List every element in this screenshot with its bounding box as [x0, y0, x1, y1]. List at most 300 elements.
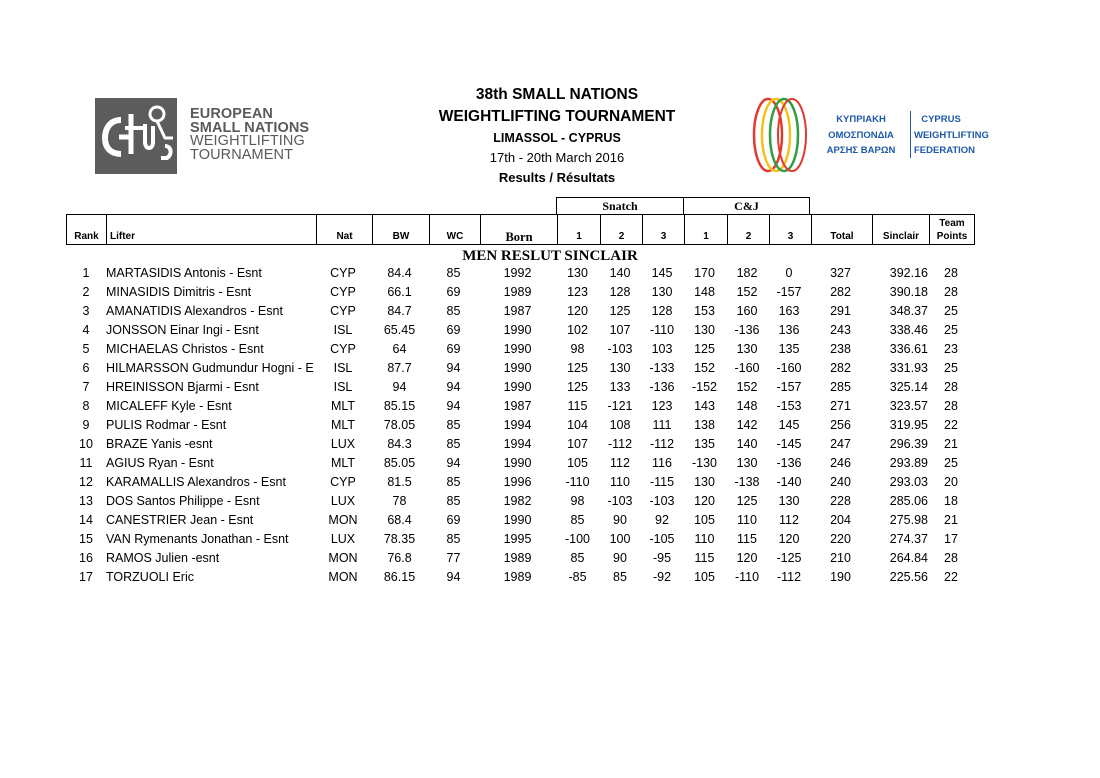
esnwt-logo [95, 98, 335, 174]
cell-s3: -105 [649, 532, 675, 546]
cell-nat: MON [328, 551, 358, 565]
cell-s2: 128 [609, 285, 631, 299]
cell-nat: CYP [330, 266, 356, 280]
cell-sinclair: 274.37 [889, 532, 928, 546]
table-row [0, 454, 1100, 473]
cell-born: 1987 [503, 304, 532, 318]
cell-s1: 105 [567, 456, 588, 470]
cell-s2: 108 [609, 418, 631, 432]
cell-total: 256 [830, 418, 851, 432]
cell-lifter: TORZUOLI Eric [106, 570, 194, 584]
cell-c1: 135 [694, 437, 715, 451]
col-team-points: Team Points [929, 215, 974, 244]
cell-lifter: AMANATIDIS Alexandros - Esnt [106, 304, 283, 318]
cell-sinclair: 293.03 [889, 475, 928, 489]
fed-greek-line-2: ΟΜΟΣΠΟΝΔΙΑ [828, 129, 894, 141]
cell-wc: 69 [446, 513, 461, 527]
cell-bw: 66.1 [387, 285, 412, 299]
cell-bw: 84.3 [387, 437, 412, 451]
fed-en-line-1: CYPRUS [921, 114, 961, 125]
cell-lifter: JONSSON Einar Ingi - Esnt [106, 323, 259, 337]
cell-s2: -103 [607, 342, 633, 356]
cell-total: 240 [830, 475, 851, 489]
cell-s3: -136 [649, 380, 675, 394]
cell-nat: CYP [330, 475, 356, 489]
col-rank: Rank [74, 231, 99, 242]
cell-c1: 105 [694, 570, 715, 584]
cell-s1: 125 [567, 380, 588, 394]
cell-lifter: BRAZE Yanis -esnt [106, 437, 213, 451]
logo-divider [910, 111, 911, 158]
cell-s2: -121 [607, 399, 633, 413]
cell-total: 210 [830, 551, 851, 565]
cell-total: 204 [830, 513, 851, 527]
table-row [0, 321, 1100, 340]
cell-s1: 115 [567, 399, 588, 413]
cell-total: 247 [830, 437, 851, 451]
cell-c1: 152 [694, 361, 715, 375]
cell-c2: -136 [734, 323, 760, 337]
cell-s3: 116 [652, 456, 672, 470]
cell-nat: LUX [330, 494, 356, 508]
cell-lifter: PULIS Rodmar - Esnt [106, 418, 227, 432]
cell-sinclair: 331.93 [889, 361, 928, 375]
cell-nat: CYP [330, 285, 356, 299]
cell-bw: 78.35 [383, 532, 416, 546]
cell-born: 1995 [503, 532, 532, 546]
col-sinclair: Sinclair [872, 215, 929, 244]
cell-team: 28 [944, 266, 958, 280]
federation-name-greek [815, 112, 907, 159]
cell-sinclair: 225.56 [889, 570, 928, 584]
cell-c3: -157 [776, 285, 802, 299]
cell-wc: 94 [446, 380, 461, 394]
cell-total: 228 [830, 494, 851, 508]
cell-s3: 92 [655, 513, 669, 527]
cell-born: 1989 [503, 570, 532, 584]
cell-c3: 112 [779, 513, 799, 527]
cell-c2: 130 [736, 456, 758, 470]
cell-s1: 107 [567, 437, 588, 451]
cell-nat: ISL [333, 380, 353, 394]
cell-bw: 78.05 [383, 418, 416, 432]
cell-s3: -92 [652, 570, 672, 584]
cell-born: 1990 [503, 380, 532, 394]
snatch-group-label: Snatch [602, 199, 638, 213]
table-row [0, 378, 1100, 397]
dates: 17th - 20th March 2016 [489, 150, 625, 165]
cell-team: 28 [944, 285, 958, 299]
cell-s1: 85 [570, 551, 585, 565]
cell-c1: -130 [691, 456, 718, 470]
cell-c3: -160 [776, 361, 802, 375]
cell-sinclair: 323.57 [889, 399, 928, 413]
cell-born: 1987 [503, 399, 532, 413]
cell-team: 25 [944, 361, 958, 375]
logo-line-3: WEIGHTLIFTING [190, 133, 305, 149]
cell-sinclair: 293.89 [889, 456, 928, 470]
cell-bw: 81.5 [387, 475, 412, 489]
cell-wc: 85 [446, 437, 461, 451]
cell-total: 271 [830, 399, 851, 413]
cell-born: 1989 [503, 551, 532, 565]
cell-lifter: CANESTRIER Jean - Esnt [106, 513, 254, 527]
cell-team: 17 [944, 532, 958, 546]
cell-sinclair: 275.98 [889, 513, 928, 527]
cell-s2: 100 [609, 532, 631, 546]
cell-lifter: MICALEFF Kyle - Esnt [106, 399, 232, 413]
cell-nat: CYP [330, 304, 356, 318]
cell-bw: 68.4 [387, 513, 412, 527]
cell-sinclair: 390.18 [889, 285, 928, 299]
cell-born: 1996 [503, 475, 532, 489]
cell-lifter: MINASIDIS Dimitris - Esnt [106, 285, 252, 299]
cell-sinclair: 338.46 [889, 323, 928, 337]
cell-team: 25 [944, 456, 958, 470]
cell-s2: 110 [610, 475, 630, 489]
cell-wc: 77 [446, 551, 461, 565]
cell-c1: 143 [694, 399, 715, 413]
cell-s2: 90 [613, 551, 627, 565]
cell-nat: LUX [330, 532, 356, 546]
cell-c1: 130 [694, 323, 715, 337]
cell-rank: 3 [82, 304, 90, 318]
cell-bw: 84.4 [387, 266, 412, 280]
cell-nat: ISL [333, 323, 353, 337]
cell-c3: 145 [778, 418, 800, 432]
logo-line-4: TOURNAMENT [190, 146, 294, 163]
cell-team: 20 [944, 475, 958, 489]
col-lifter: Lifter [106, 215, 316, 244]
cell-total: 246 [830, 456, 851, 470]
cell-wc: 85 [446, 418, 461, 432]
col-nat: Nat [316, 215, 372, 244]
logo-line-1: EUROPEAN [190, 106, 273, 122]
cell-total: 220 [830, 532, 851, 546]
cell-lifter: AGIUS Ryan - Esnt [106, 456, 214, 470]
cell-s1: 125 [567, 361, 588, 375]
cell-bw: 85.05 [383, 456, 416, 470]
cell-sinclair: 319.95 [889, 418, 928, 432]
cell-c3: -140 [776, 475, 802, 489]
cell-c1: 120 [694, 494, 715, 508]
col-snatch-2: 2 [600, 215, 642, 244]
cell-born: 1994 [503, 418, 532, 432]
cell-bw: 94 [392, 380, 407, 394]
fed-greek-line-3: ΑΡΣΗΣ ΒΑΡΩΝ [826, 145, 896, 156]
cell-c1: 170 [694, 266, 715, 280]
cell-rank: 13 [79, 494, 93, 508]
cell-wc: 94 [446, 570, 461, 584]
cell-c1: 105 [694, 513, 715, 527]
cell-c1: 138 [694, 418, 715, 432]
document-header [407, 84, 707, 188]
table-row [0, 416, 1100, 435]
cell-born: 1990 [503, 342, 532, 356]
cell-team: 28 [944, 399, 958, 413]
cell-s2: 130 [609, 361, 631, 375]
cell-c2: 140 [736, 437, 758, 451]
cell-wc: 85 [446, 266, 461, 280]
cell-c2: -160 [734, 361, 760, 375]
cell-wc: 94 [446, 456, 461, 470]
cell-c1: 125 [694, 342, 715, 356]
cell-lifter: VAN Rymenants Jonathan - Esnt [106, 532, 289, 546]
cell-c2: 152 [736, 285, 758, 299]
col-cj-1: 1 [684, 215, 727, 244]
cell-c3: -145 [776, 437, 802, 451]
cell-team: 25 [944, 304, 958, 318]
cell-c3: -136 [776, 456, 802, 470]
table-row [0, 473, 1100, 492]
cell-total: 327 [830, 266, 851, 280]
cell-c1: 110 [694, 532, 715, 546]
cell-rank: 16 [79, 551, 93, 565]
cell-wc: 69 [446, 342, 461, 356]
cell-c3: 163 [778, 304, 800, 318]
col-cj-2: 2 [727, 215, 769, 244]
cell-nat: LUX [330, 437, 356, 451]
cell-nat: MLT [330, 399, 356, 413]
cell-sinclair: 285.06 [889, 494, 928, 508]
cell-born: 1994 [503, 437, 532, 451]
cell-rank: 17 [79, 570, 93, 584]
table-row [0, 264, 1100, 283]
cell-rank: 15 [79, 532, 93, 546]
cell-s1: -85 [568, 570, 587, 584]
results-table-body [0, 264, 1100, 587]
cell-wc: 69 [446, 323, 461, 337]
cell-rank: 9 [82, 418, 90, 432]
col-cj-3: 3 [769, 215, 811, 244]
cell-bw: 84.7 [387, 304, 412, 318]
cell-s3: -110 [649, 323, 675, 337]
cell-rank: 4 [82, 323, 90, 337]
cell-c3: -157 [776, 380, 802, 394]
cell-bw: 87.7 [387, 361, 412, 375]
cell-nat: ISL [333, 361, 353, 375]
cell-team: 25 [944, 323, 958, 337]
cell-born: 1990 [503, 323, 532, 337]
cell-total: 282 [830, 285, 851, 299]
cell-s3: -95 [652, 551, 672, 565]
cell-wc: 69 [446, 285, 461, 299]
cell-lifter: MARTASIDIS Antonis - Esnt [106, 266, 262, 280]
cell-s2: 133 [609, 380, 631, 394]
cell-s2: -103 [607, 494, 633, 508]
cell-born: 1990 [503, 513, 532, 527]
cell-c2: 142 [736, 418, 758, 432]
table-row [0, 568, 1100, 587]
cell-c1: 153 [694, 304, 715, 318]
cell-s1: 123 [567, 285, 588, 299]
cell-s1: 120 [567, 304, 588, 318]
table-row [0, 511, 1100, 530]
cell-s3: 103 [651, 342, 673, 356]
cell-s2: 85 [613, 570, 627, 584]
col-snatch-1: 1 [557, 215, 600, 244]
cell-bw: 64 [392, 342, 407, 356]
section-title: MEN RESLUT SINCLAIR [462, 248, 638, 264]
cell-s3: 128 [651, 304, 673, 318]
table-row [0, 359, 1100, 378]
table-row [0, 302, 1100, 321]
table-row [0, 492, 1100, 511]
cell-team: 22 [944, 418, 958, 432]
cell-total: 285 [830, 380, 851, 394]
cell-c3: 136 [778, 323, 800, 337]
cell-s2: 125 [609, 304, 631, 318]
fed-en-line-2: WEIGHTLIFTING [914, 129, 989, 141]
cell-bw: 76.8 [387, 551, 412, 565]
group-box-edge [809, 197, 810, 215]
title-line-1: 38th SMALL NATIONS [475, 86, 639, 103]
cell-nat: MON [328, 570, 358, 584]
cell-team: 28 [944, 380, 958, 394]
cell-c2: -110 [734, 570, 760, 584]
cell-bw: 85.15 [383, 399, 416, 413]
federation-rings-icon [752, 96, 810, 174]
cell-nat: MON [328, 513, 358, 527]
cell-rank: 5 [82, 342, 90, 356]
cell-c2: 110 [737, 513, 757, 527]
cell-c3: 130 [778, 494, 800, 508]
cell-s1: 85 [570, 513, 585, 527]
location: LIMASSOL - CYPRUS [493, 131, 621, 145]
cell-lifter: HREINISSON Bjarmi - Esnt [106, 380, 259, 394]
cell-c2: 182 [736, 266, 758, 280]
cell-s3: 111 [652, 418, 672, 432]
cell-c2: 152 [736, 380, 758, 394]
cell-s3: -103 [649, 494, 675, 508]
cell-team: 18 [944, 494, 958, 508]
col-total: Total [811, 215, 872, 244]
cell-sinclair: 296.39 [889, 437, 928, 451]
cell-c2: 120 [736, 551, 758, 565]
results-title: Results / Résultats [498, 170, 616, 185]
cell-born: 1990 [503, 456, 532, 470]
cell-s1: 104 [567, 418, 588, 432]
table-row [0, 530, 1100, 549]
cell-s2: 140 [609, 266, 631, 280]
cell-sinclair: 392.16 [889, 266, 928, 280]
cell-s1: -100 [564, 532, 591, 546]
cell-born: 1990 [503, 361, 532, 375]
cell-c1: 130 [694, 475, 715, 489]
col-born: Born [480, 215, 557, 244]
cell-lifter: RAMOS Julien -esnt [106, 551, 220, 565]
cell-wc: 85 [446, 304, 461, 318]
fed-greek-line-1: ΚΥΠΡΙΑΚΗ [836, 114, 886, 125]
federation-name-english [914, 112, 989, 159]
cell-c1: -152 [691, 380, 718, 394]
title-line-2: WEIGHTLIFTING TOURNAMENT [438, 108, 676, 125]
table-header-row [66, 214, 975, 245]
table-row [0, 283, 1100, 302]
cell-c3: 135 [778, 342, 800, 356]
cell-rank: 14 [79, 513, 93, 527]
cell-s2: -112 [607, 437, 633, 451]
cell-born: 1992 [503, 266, 532, 280]
cell-team: 28 [944, 551, 958, 565]
cell-total: 282 [830, 361, 851, 375]
cell-c2: 125 [736, 494, 758, 508]
cell-rank: 11 [79, 456, 93, 470]
cell-rank: 7 [82, 380, 90, 394]
cell-rank: 1 [82, 266, 90, 280]
cell-sinclair: 348.37 [889, 304, 928, 318]
col-bw: BW [372, 215, 429, 244]
table-row [0, 435, 1100, 454]
cell-s1: -110 [565, 475, 590, 489]
table-row [0, 397, 1100, 416]
cell-s2: 112 [610, 456, 630, 470]
table-row [0, 340, 1100, 359]
cell-total: 190 [830, 570, 851, 584]
cell-s3: 145 [651, 266, 673, 280]
cell-bw: 65.45 [383, 323, 416, 337]
cell-nat: MLT [330, 456, 356, 470]
cell-s2: 90 [613, 513, 627, 527]
cell-c1: 148 [694, 285, 715, 299]
cell-rank: 6 [82, 361, 90, 375]
esnwt-emblem-icon [95, 98, 177, 174]
col-snatch-3: 3 [642, 215, 684, 244]
cell-sinclair: 325.14 [889, 380, 928, 394]
cell-s2: 107 [609, 323, 631, 337]
cell-team: 21 [944, 513, 958, 527]
cell-s3: -115 [649, 475, 675, 489]
cell-lifter: MICHAELAS Christos - Esnt [106, 342, 264, 356]
cell-sinclair: 336.61 [889, 342, 928, 356]
cell-s1: 102 [567, 323, 588, 337]
cell-rank: 12 [79, 475, 93, 489]
cell-born: 1982 [503, 494, 532, 508]
cell-born: 1989 [503, 285, 532, 299]
cell-c2: -138 [734, 475, 760, 489]
cell-team: 21 [944, 437, 958, 451]
cell-c3: 0 [785, 266, 793, 280]
cell-lifter: HILMARSSON Gudmundur Hogni - E [106, 361, 314, 375]
col-wc: WC [429, 215, 480, 244]
cell-wc: 94 [446, 399, 461, 413]
cell-c3: 120 [778, 532, 800, 546]
cell-lifter: KARAMALLIS Alexandros - Esnt [106, 475, 286, 489]
cell-rank: 8 [82, 399, 90, 413]
cell-c2: 115 [737, 532, 757, 546]
cell-s3: 123 [651, 399, 673, 413]
cell-wc: 85 [446, 532, 461, 546]
cell-c3: -112 [776, 570, 802, 584]
cell-nat: MLT [330, 418, 356, 432]
cell-s3: -133 [649, 361, 675, 375]
cell-s1: 98 [570, 342, 585, 356]
cj-group-label: C&J [734, 199, 759, 213]
cell-bw: 86.15 [383, 570, 416, 584]
cell-total: 291 [830, 304, 851, 318]
cell-wc: 85 [446, 475, 461, 489]
cell-c3: -153 [776, 399, 802, 413]
cell-rank: 10 [79, 437, 93, 451]
cell-s3: 130 [651, 285, 673, 299]
cell-rank: 2 [82, 285, 90, 299]
cell-c2: 130 [736, 342, 758, 356]
cell-c3: -125 [776, 551, 802, 565]
cell-nat: CYP [330, 342, 356, 356]
cell-c2: 160 [736, 304, 758, 318]
table-row [0, 549, 1100, 568]
logo-line-2: SMALL NATIONS [190, 119, 310, 136]
